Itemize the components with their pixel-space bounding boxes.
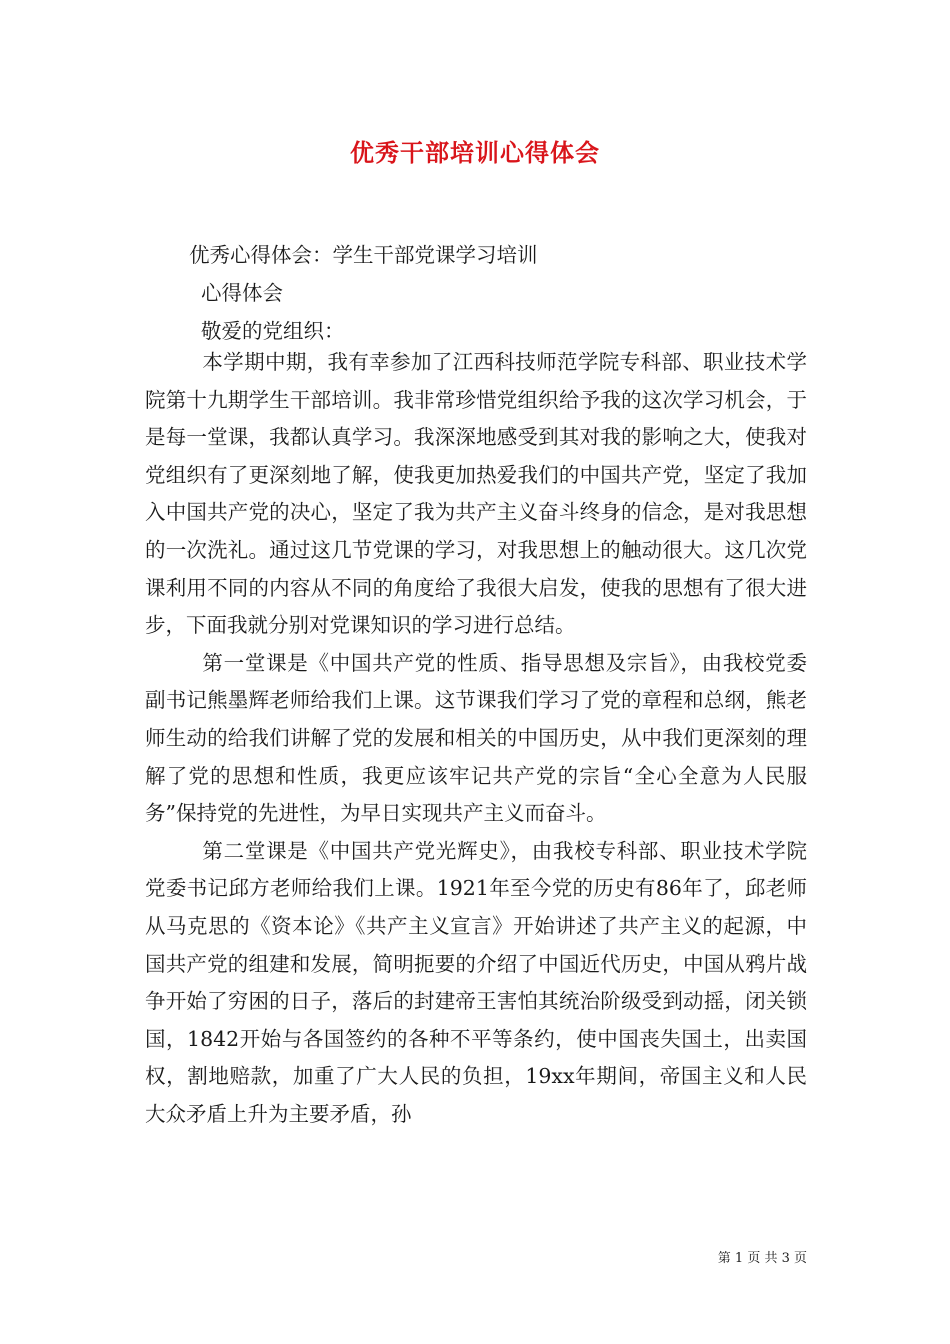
lead-line-heading: 心得体会 [201,281,283,305]
paragraph-second-lesson: 第二堂课是《中国共产党光辉史》，由我校专科部、职业技术学院党委书记邱方老师给我们上课。1921年至今党的历史有86年了，邱老师从马克思的《资本论》《共产主义宣言》开始讲述了共产主义的起源，中国共产党的组建和发展，简明扼要的介绍了中国近代历史，中国从鸦片战争开始了穷困的日子，落后的封建帝王害怕其统治阶级受到动摇，闭关锁国，1842开始与各国签约的各种不平等条约，使中国丧失国土，出卖国权，割地赔款，加重了广大人民的负担，19xx年期间，帝国主义和人民大众矛盾上升为主要矛盾，孙 [145,838,807,1126]
lead-line-salutation: 敬爱的党组织： [201,319,345,343]
paragraph-first-lesson: 第一堂课是《中国共产党的性质、指导思想及宗旨》，由我校党委副书记熊墨辉老师给我们上课。这节课我们学习了党的章程和总纲，熊老师生动的给我们讲解了党的发展和相关的中国历史，从中我们更深刻的理解了党的思想和性质，我更应该牢记共产党的宗旨“全心全意为人民服务”保持党的先进性，为早日实现共产主义而奋斗。 [145,650,807,826]
document-title: 优秀干部培训心得体会 [350,138,600,167]
paragraph-intro: 本学期中期，我有幸参加了江西科技师范学院专科部、职业技术学院第十九期学生干部培训。我非常珍惜党组织给予我的这次学习机会，于是每一堂课，我都认真学习。我深深地感受到其对我的影响之大，使我对党组织有了更深刻地了解，使我更加热爱我们的中国共产党，坚定了我加入中国共产党的决心，坚定了我为共产主义奋斗终身的信念，是对我思想的一次洗礼。通过这几节党课的学习，对我思想上的触动很大。这几次党课利用不同的内容从不同的角度给了我很大启发，使我的思想有了很大进步，下面我就分别对党课知识的学习进行总结。 [145,350,807,638]
lead-line-subtitle: 优秀心得体会：学生干部党课学习培训 [189,243,538,267]
document-body [145,344,807,1133]
page-number-footer: 第 1 页 共 3 页 [717,1251,807,1266]
